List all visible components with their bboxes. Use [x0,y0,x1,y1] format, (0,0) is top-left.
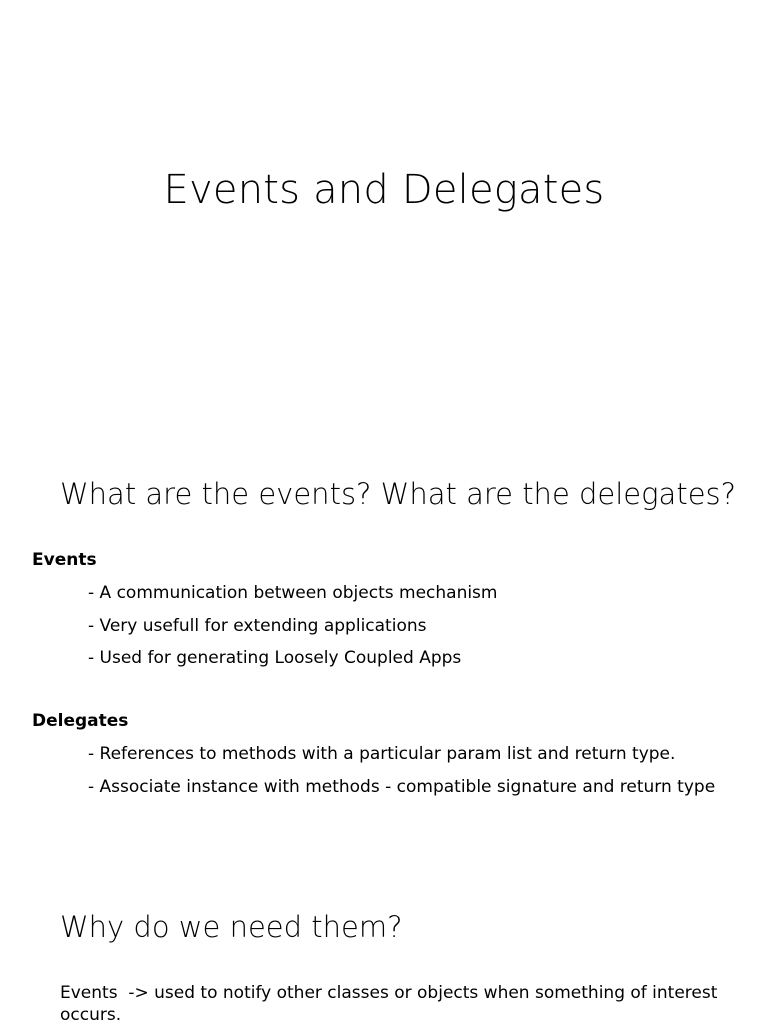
delegates-bullet: - References to methods with a particular param list and return type. [88,744,676,764]
delegates-bullet: - Associate instance with methods - compatible signature and return type [88,777,716,797]
events-label: Events [32,550,97,570]
slide-why [0,850,768,1024]
events-bullet: - A communication between objects mechanism [88,583,498,603]
delegates-label: Delegates [32,711,129,731]
slide-heading: What are the events? What are the delegates? [60,477,737,511]
events-bullet: - Used for generating Loosely Coupled Apps [88,648,462,668]
slide-body-text: Events -> used to notify other classes or objects when something of interest occurs. [60,983,723,1025]
events-bullet: - Very usefull for extending applications [88,616,427,636]
slide-title [0,0,768,420]
slide-heading: Why do we need them? [60,910,403,944]
presentation-title: Events and Delegates [163,167,605,213]
slide-definitions [0,420,768,850]
